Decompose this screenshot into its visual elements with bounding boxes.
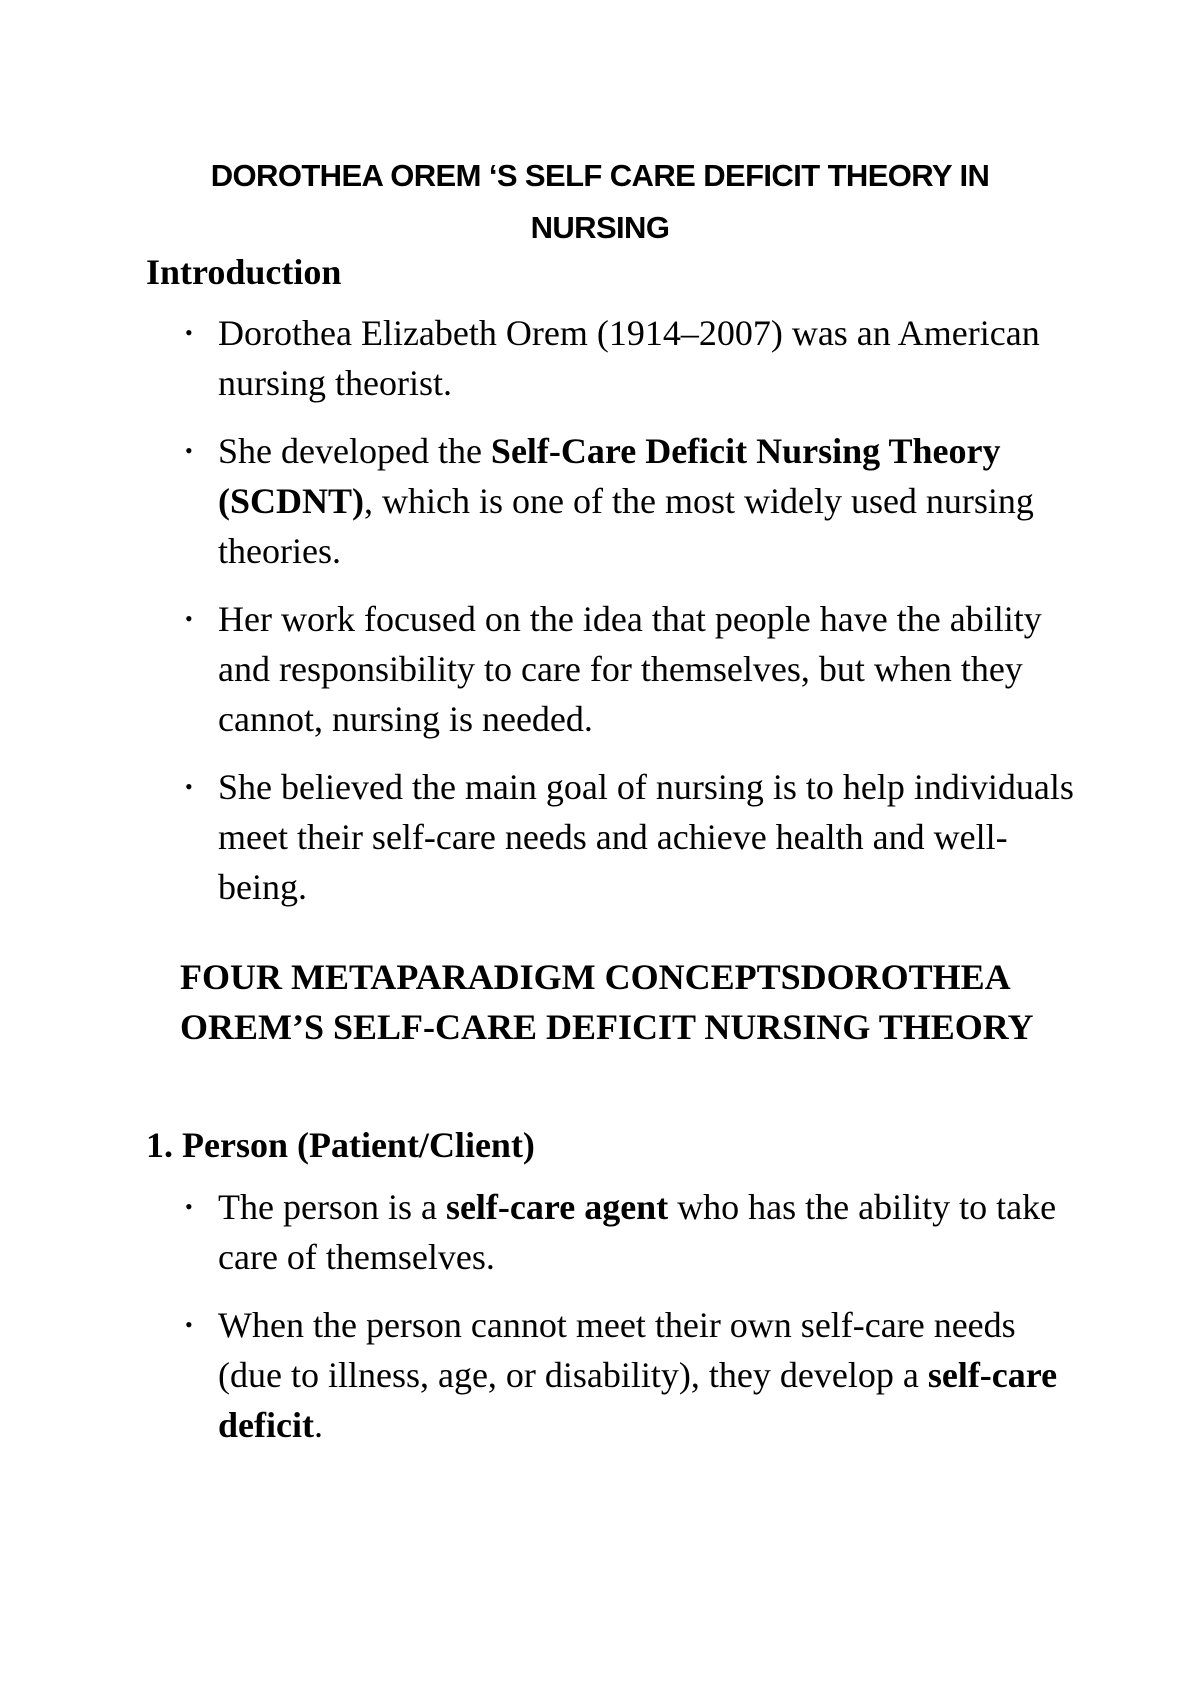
bullet-text: .: [313, 1405, 323, 1445]
document-title: [140, 150, 1060, 254]
bullet-text: The person is a: [218, 1187, 446, 1227]
introduction-heading: Introduction: [146, 252, 342, 292]
bullet-text: Dorothea Elizabeth Orem (1914–2007) was an American nursing theorist.: [218, 313, 1040, 403]
bullet-bold-term: self-care agent: [445, 1187, 669, 1227]
bullet-text: who has the ability to take care of themselves.: [218, 1187, 1057, 1277]
bullet-icon: •: [185, 1194, 193, 1219]
bullet-bold-term: self-care deficit: [218, 1355, 1058, 1445]
bullet-text: She believed the main goal of nursing is to help individuals meet their self-care needs and achieve health and well-being.: [218, 767, 1074, 907]
bullet-icon: •: [185, 438, 193, 463]
list-item: [0, 426, 1078, 576]
person-bullet-list: [0, 1182, 1200, 1468]
bullet-text: When the person cannot meet their own self-care needs (due to illness, age, or disability), they develop a: [218, 1305, 1016, 1395]
list-item: [0, 1182, 1078, 1282]
document-title-line-1: DOROTHEA OREM ‘S SELF CARE DEFICIT THEORY IN: [210, 158, 990, 193]
person-section-heading: 1. Person (Patient/Client): [146, 1125, 535, 1165]
list-item: [0, 594, 1078, 744]
bullet-text: She developed the: [218, 431, 491, 471]
list-item: [0, 762, 1078, 912]
bullet-icon: •: [185, 320, 193, 345]
bullet-icon: •: [185, 606, 193, 631]
metaparadigm-heading: FOUR METAPARADIGM CONCEPTSDOROTHEA OREM’S SELF-CARE DEFICIT NURSING THEORY: [180, 957, 1034, 1047]
bullet-bold-term: Self-Care Deficit Nursing Theory (SCDNT): [218, 431, 1001, 521]
bullet-icon: •: [185, 1312, 193, 1337]
document-title-line-2: NURSING: [530, 210, 670, 245]
list-item: [0, 1300, 1078, 1450]
bullet-text: , which is one of the most widely used nursing theories.: [218, 481, 1034, 571]
bullet-icon: •: [185, 774, 193, 799]
bullet-text: Her work focused on the idea that people have the ability and responsibility to care for themselves, but when they cannot, nursing is needed.: [218, 599, 1042, 739]
list-item: [0, 308, 1078, 408]
introduction-bullet-list: [0, 308, 1200, 930]
